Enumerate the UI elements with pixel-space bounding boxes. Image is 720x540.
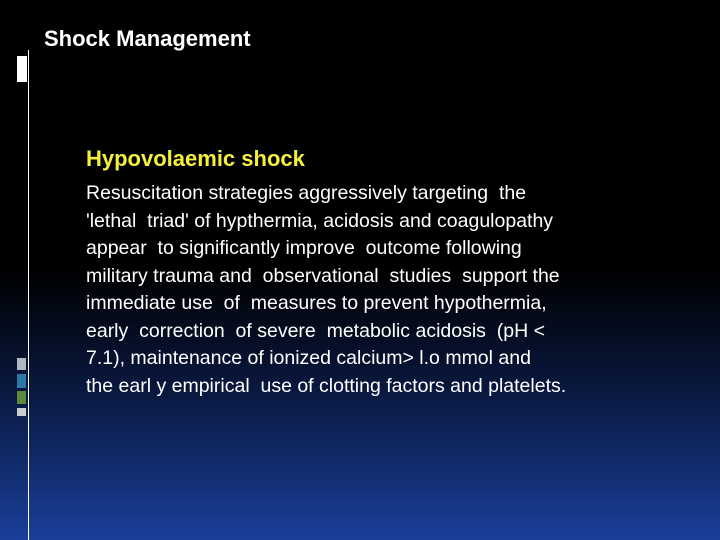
body-line: military trauma and observational studies support the <box>86 264 560 287</box>
accent-block-green <box>17 391 26 404</box>
body-line: the earl y empirical use of clotting factors and platelets. <box>86 374 567 397</box>
slide-content <box>86 146 711 400</box>
body-line: appear to significantly improve outcome following <box>86 237 522 259</box>
body-line: early correction of severe metabolic acidosis (pH < <box>86 319 545 342</box>
body-line: 7.1), maintenance of ionized calcium> l.o mmol and <box>86 347 531 369</box>
slide-title: Shock Management <box>44 26 251 51</box>
subheading: Hypovolaemic shock <box>86 146 305 171</box>
title-accent-bar <box>17 56 27 82</box>
body-line: Resuscitation strategies aggressively targeting the <box>86 182 527 204</box>
accent-block-blue <box>17 374 26 388</box>
body-line: 'lethal triad' of hypthermia, acidosis and coagulopathy <box>86 209 554 232</box>
body-line: immediate use of measures to prevent hypothermia, <box>86 292 547 314</box>
accent-block-gray <box>17 358 26 370</box>
left-divider-line <box>28 50 29 540</box>
accent-block-light <box>17 408 26 416</box>
